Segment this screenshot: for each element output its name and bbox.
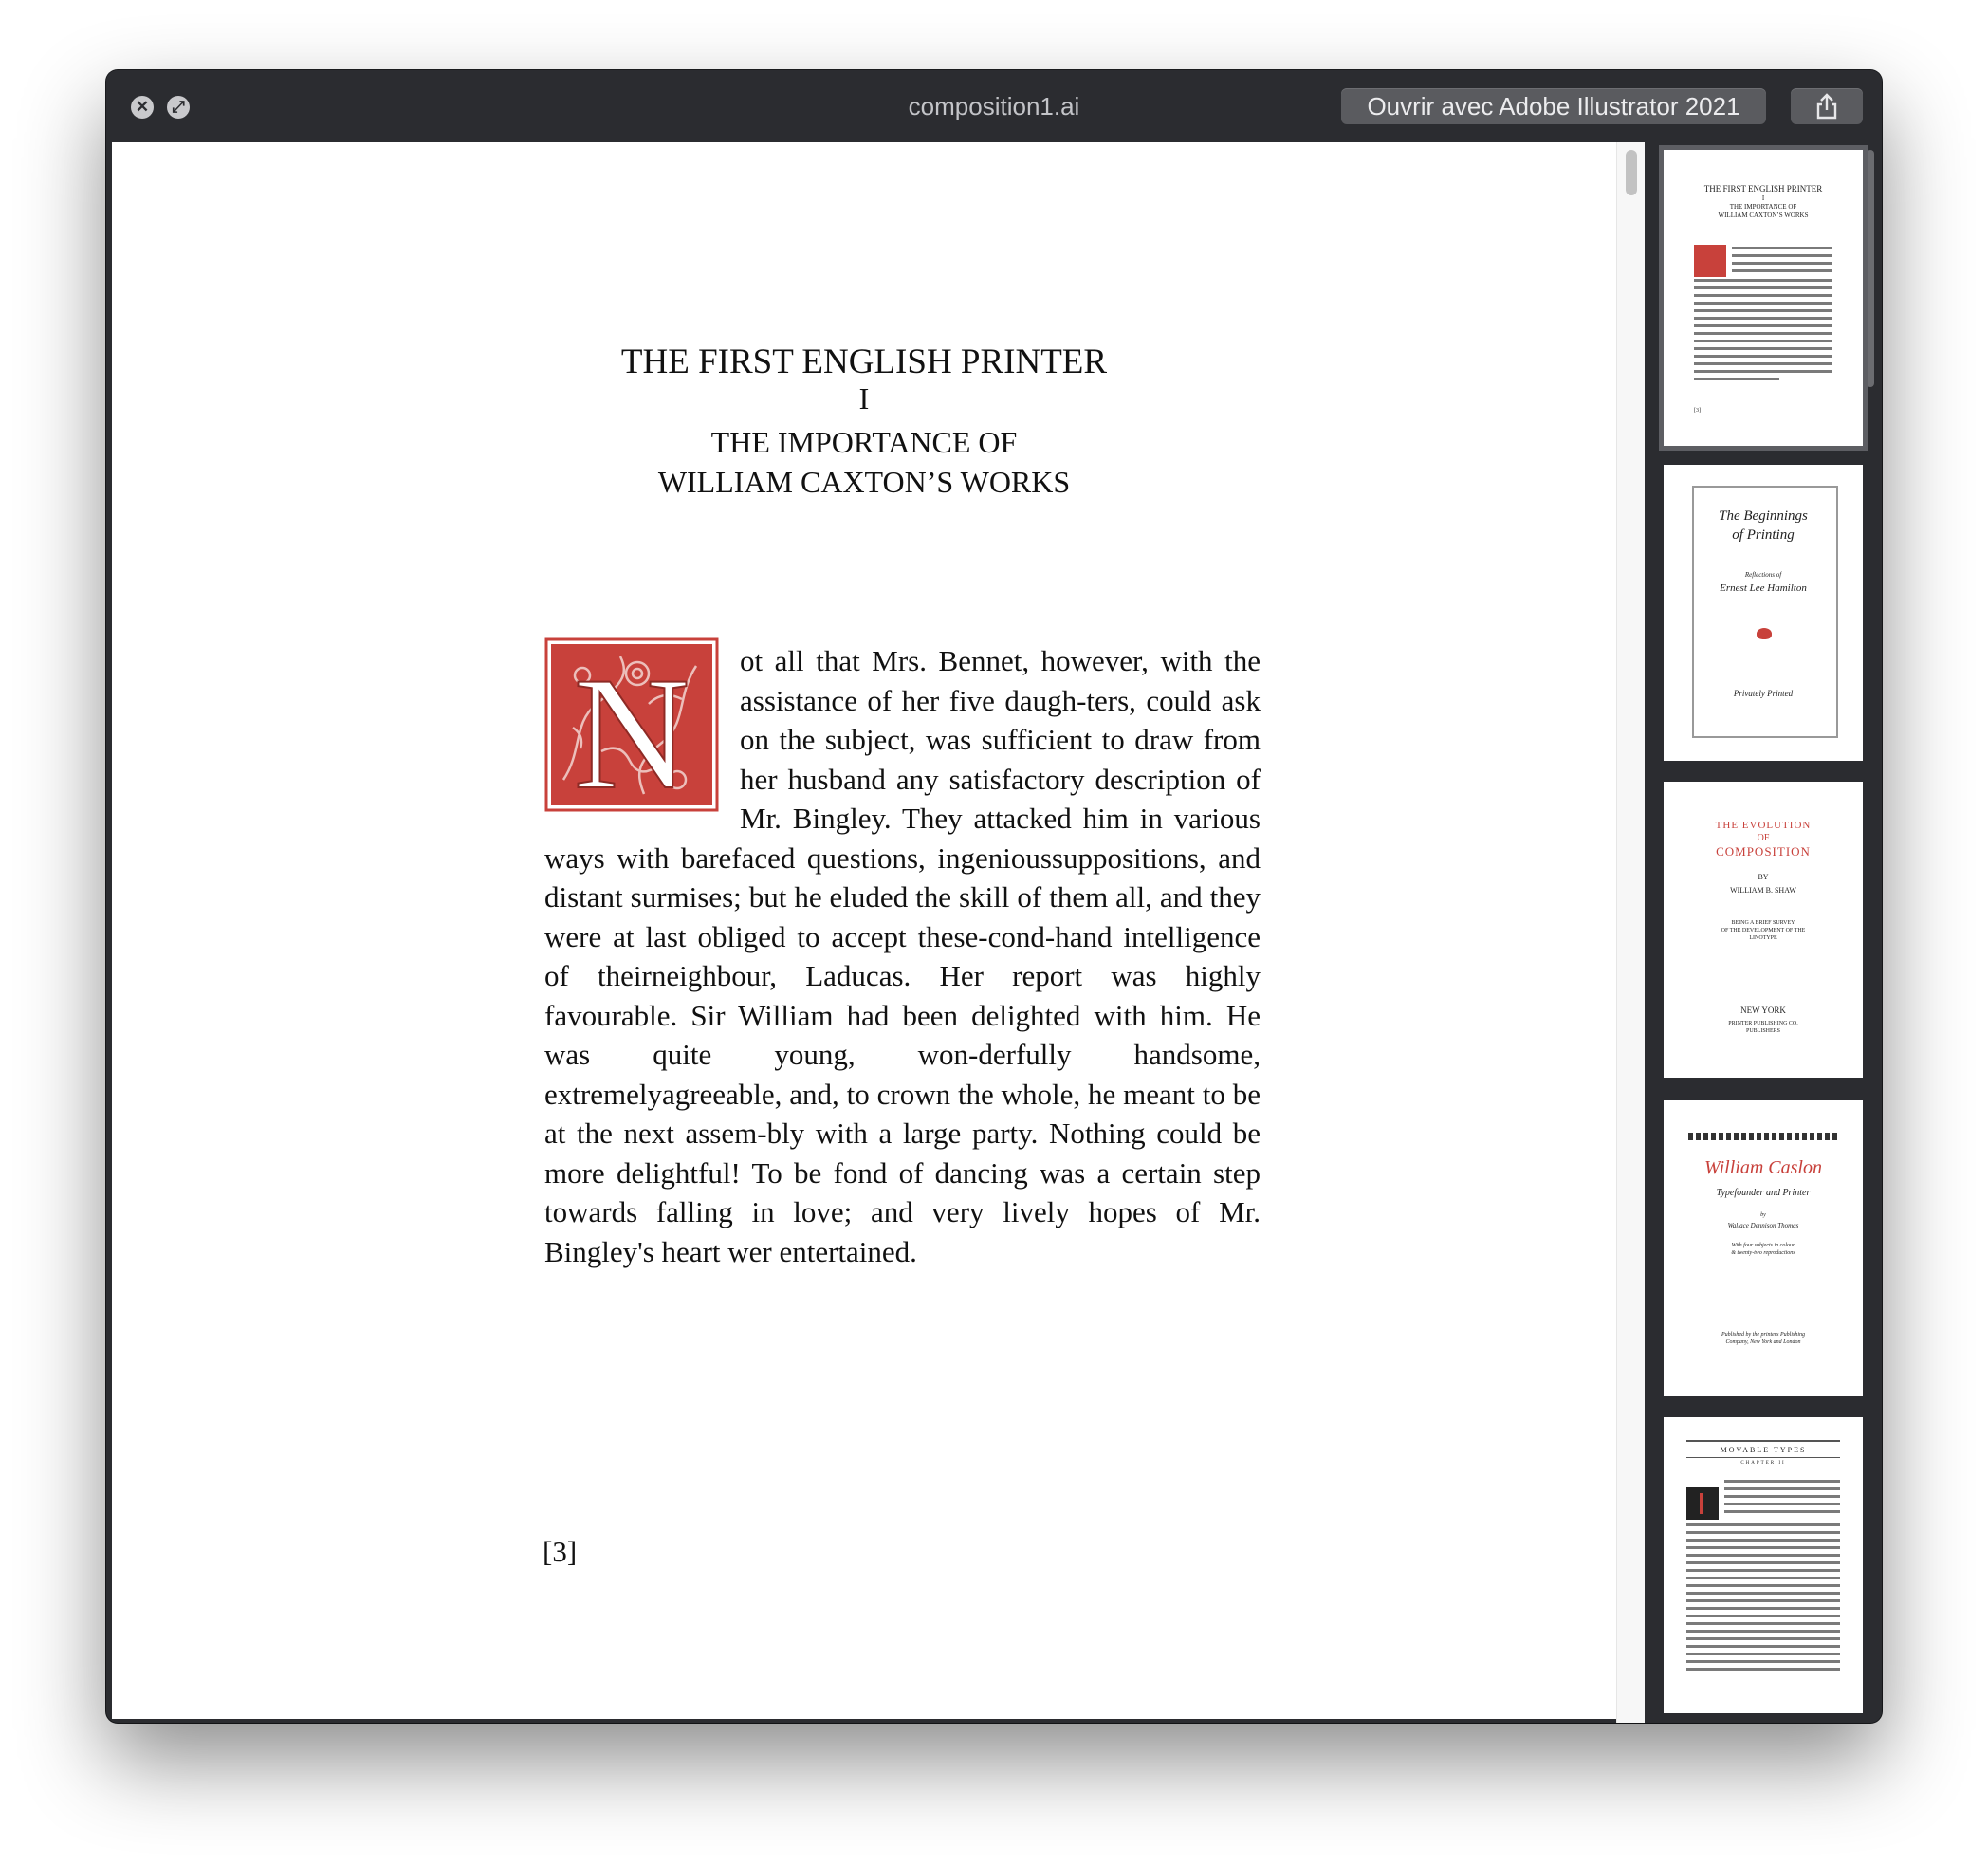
thumb3-desc1: BEING A BRIEF SURVEY — [1731, 920, 1795, 926]
thumbnail-page-3[interactable] — [1664, 782, 1863, 1078]
share-button[interactable] — [1791, 88, 1863, 124]
thumb3-title: THE EVOLUTION — [1715, 820, 1812, 831]
thumb2-author: Ernest Lee Hamilton — [1720, 582, 1807, 594]
thumb1-page-number: [3] — [1694, 408, 1701, 414]
thumbnail-page-2[interactable] — [1664, 465, 1863, 761]
page-number: [3] — [543, 1535, 578, 1568]
window-title: composition1.ai — [908, 92, 1080, 120]
thumb1-title: THE FIRST ENGLISH PRINTER — [1703, 184, 1823, 194]
document-page — [112, 142, 1616, 1719]
thumb4-desc2: & twenty-two reproductions — [1731, 1250, 1795, 1256]
thumb2-ornament — [1757, 628, 1772, 639]
thumb1-chapter: I — [1761, 194, 1765, 202]
sidebar-scrollbar[interactable] — [1867, 150, 1874, 387]
page-scrollbar[interactable] — [1616, 142, 1646, 1723]
thumb1-sub1: THE IMPORTANCE OF — [1729, 203, 1797, 211]
thumbnail-page-1[interactable] — [1664, 150, 1863, 446]
close-icon[interactable]: ✕ — [131, 96, 154, 119]
scrollbar-thumb[interactable] — [1626, 150, 1637, 195]
thumb3-desc2: OF THE DEVELOPMENT OF THE — [1721, 928, 1806, 933]
chapter-title-2: WILLIAM CAXTON’S WORKS — [657, 465, 1071, 499]
thumb4-sub: Typefounder and Printer — [1716, 1188, 1811, 1198]
thumb3-pub2: PUBLISHERS — [1745, 1028, 1780, 1034]
thumb1-dropcap — [1694, 245, 1726, 277]
thumb5-sub: CHAPTER II — [1740, 1461, 1786, 1466]
thumb4-title: William Caslon — [1704, 1157, 1822, 1178]
dropcap-letter: N — [573, 644, 690, 812]
thumb2-footer: Privately Printed — [1733, 689, 1794, 698]
body-text: ot all that Mrs. Bennet, however, with the assistance of her five daugh-ters, could ask on the subject, was sufficient to draw from her husband any satisfactory description of Mr. Bingley. They attacked him in various ways with barefaced questions, ingenioussuppositions, and distant surmises; but he eluded the skill of them all, and they were at last obliged to accept these-cond-hand intelligence of theirneighbour, Laducas. Her report was highly favourable. Sir William had been delighted with him. He was quite young, won-derfully handsome, extremelyagreeable, and, to crown the whole, he meant to be at the next assem-bly with a large party. Nothing could be more delightful! To be fond of dancing was a certain step towards falling in love; and very lively hopes of Mr. Bingley's heart wer entertained. — [544, 644, 1261, 1268]
thumb2-sub: Reflections of — [1744, 571, 1782, 579]
thumb2-title: The Beginnings — [1719, 508, 1808, 524]
thumb5-title: MOVABLE TYPES — [1720, 1446, 1807, 1454]
thumb1-sub2: WILLIAM CAXTON’S WORKS — [1718, 212, 1809, 219]
thumb4-by: by — [1760, 1212, 1766, 1218]
fullscreen-icon[interactable]: ⤢ — [167, 96, 190, 119]
thumbnail-page-4[interactable] — [1664, 1100, 1863, 1396]
open-with-illustrator-button[interactable]: Ouvrir avec Adobe Illustrator 2021 — [1341, 88, 1766, 124]
thumb3-by: BY — [1758, 873, 1769, 881]
thumb3-city: NEW YORK — [1740, 1006, 1786, 1015]
share-icon — [1815, 93, 1838, 120]
thumb4-pub1: Published by the printers Publishing — [1721, 1332, 1805, 1338]
thumb4-author: Wallace Dennison Thomas — [1727, 1222, 1799, 1229]
thumb4-ornament-border — [1688, 1133, 1838, 1140]
chapter-title-1: THE IMPORTANCE OF — [710, 425, 1018, 459]
title-bar — [106, 70, 1882, 142]
page-title: THE FIRST ENGLISH PRINTER — [620, 342, 1108, 381]
thumb3-title2: OF — [1757, 833, 1770, 843]
chapter-number: I — [858, 381, 870, 415]
thumb5-dropcap-accent — [1700, 1493, 1703, 1514]
dropcap-n-ornament — [544, 637, 719, 812]
thumb4-desc1: With four subjects in colour — [1731, 1243, 1795, 1248]
thumb3-author: WILLIAM B. SHAW — [1730, 886, 1796, 895]
thumb2-title2: of Printing — [1732, 527, 1795, 543]
quicklook-window — [106, 70, 1882, 1723]
thumb3-desc3: LINOTYPE — [1749, 935, 1777, 941]
thumbnail-page-5[interactable] — [1664, 1417, 1863, 1713]
thumb3-title3: COMPOSITION — [1716, 844, 1811, 859]
body-paragraph — [544, 641, 1261, 1271]
thumb4-pub2: Company, New York and London — [1725, 1339, 1801, 1345]
thumb5-rule-mid — [1686, 1457, 1840, 1458]
thumb5-rule-top — [1686, 1440, 1840, 1442]
thumb3-pub1: PRINTER PUBLISHING CO. — [1728, 1021, 1798, 1026]
